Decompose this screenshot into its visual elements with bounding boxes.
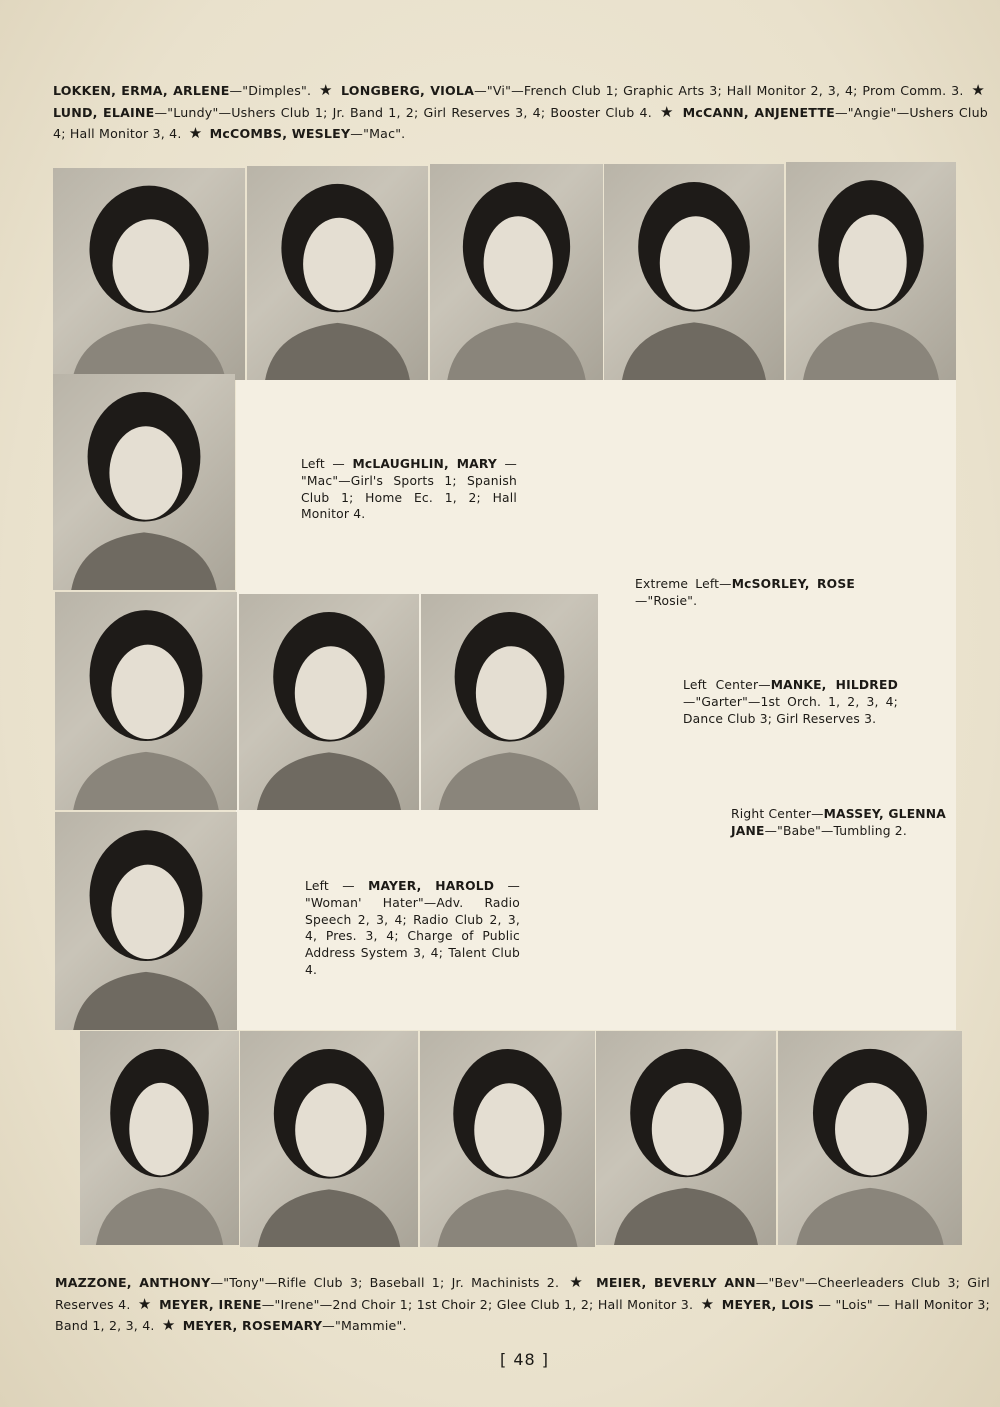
portrait-silhouette <box>430 164 603 380</box>
student-name: MAYER, HAROLD <box>368 879 495 893</box>
student-details: —"Tony"—Rifle Club 3; Baseball 1; Jr. Machinists 2. <box>210 1275 560 1290</box>
student-name: McLAUGHLIN, MARY <box>352 457 498 471</box>
portrait-face <box>295 646 367 740</box>
portrait-face <box>129 1083 193 1176</box>
star-icon: ★ <box>137 1294 152 1313</box>
portrait-face <box>111 645 184 739</box>
student-details: —"Irene"—2nd Choir 1; 1st Choir 2; Glee Club 1, 2; Hall Monitor 3. <box>261 1296 694 1312</box>
portrait-photo-mayer <box>55 812 237 1030</box>
star-icon: ★ <box>188 124 203 142</box>
portrait-face <box>474 1083 544 1177</box>
portrait-silhouette <box>240 1031 418 1247</box>
portrait-photo-mcsorley <box>55 592 237 810</box>
student-details: —"Rosie". <box>635 593 698 608</box>
portrait-photo-lokken <box>53 168 245 380</box>
portrait-photo-meyer-rosemary <box>778 1031 962 1245</box>
student-details: —"Garter"—1st Orch. 1, 2, 3, 4; Dance Club 3; Girl Reserves 3. <box>683 694 898 726</box>
portrait-photo-meyer-lois <box>596 1031 776 1245</box>
portrait-silhouette <box>778 1031 962 1245</box>
portrait-shoulders <box>438 1189 578 1247</box>
portrait-shoulders <box>73 972 219 1030</box>
portrait-photo-mazzone <box>80 1031 239 1245</box>
portrait-silhouette <box>55 812 237 1030</box>
portrait-silhouette <box>421 594 598 810</box>
star-icon: ★ <box>660 102 675 121</box>
student-details: —"Mac". <box>350 126 406 141</box>
portrait-face <box>839 215 907 309</box>
student-name: MASSEY, GLENNA JANE <box>731 807 946 838</box>
portrait-silhouette <box>786 162 956 380</box>
portrait-shoulders <box>265 323 410 380</box>
student-name: MEYER, IRENE <box>159 1296 262 1312</box>
student-name: LUND, ELAINE <box>53 104 155 120</box>
star-icon: ★ <box>318 81 334 99</box>
portrait-photo-mclaughlin <box>53 374 235 590</box>
portrait-silhouette <box>53 168 245 380</box>
portrait-face <box>484 216 553 310</box>
caption-massey <box>731 806 946 840</box>
student-details: —"Mammie". <box>322 1318 407 1333</box>
student-details: —"Lundy"—Ushers Club 1; Jr. Band 1, 2; Girl Reserves 3, 4; Booster Club 4. <box>154 104 652 120</box>
star-icon: ★ <box>161 1316 176 1334</box>
portrait-shoulders <box>72 323 226 380</box>
portrait-silhouette <box>604 164 784 380</box>
student-name: MAZZONE, ANTHONY <box>55 1275 211 1290</box>
student-details: —"Angie"—Ushers Club 4; Hall Monitor 3, 4. <box>53 104 988 141</box>
portrait-face <box>835 1083 909 1176</box>
portrait-face <box>113 219 190 311</box>
portrait-silhouette <box>420 1031 595 1247</box>
bottom-biography-paragraph <box>55 1272 990 1337</box>
student-details: — "Mac"—Girl's Sports 1; Spanish Club 1; Home Ec. 1, 2; Hall Monitor 4. <box>301 457 518 522</box>
portrait-photo-manke <box>239 594 419 810</box>
page-number: [ 48 ] <box>500 1350 550 1369</box>
student-name: MEIER, BEVERLY ANN <box>596 1275 756 1290</box>
portrait-photo-meyer-irene <box>420 1031 595 1247</box>
student-name: McCANN, ANJENETTE <box>682 104 835 120</box>
student-name: MEYER, ROSEMARY <box>182 1318 323 1333</box>
portrait-photo-longberg <box>247 166 428 380</box>
portrait-shoulders <box>96 1188 223 1245</box>
portrait-shoulders <box>439 752 581 810</box>
caption-manke <box>683 677 898 727</box>
portrait-photo-massey <box>421 594 598 810</box>
portrait-face <box>660 216 732 310</box>
student-name: McSORLEY, ROSE <box>731 577 855 591</box>
student-details: —"Dimples". <box>229 83 312 98</box>
portrait-face <box>476 646 547 740</box>
portrait-silhouette <box>55 592 237 810</box>
caption-mcsorley <box>635 576 855 610</box>
caption-mclaughlin <box>301 456 517 523</box>
caption-mayer <box>305 878 520 979</box>
student-name: LOKKEN, ERMA, ARLENE <box>53 83 230 98</box>
portrait-shoulders <box>447 322 585 380</box>
top-biography-paragraph <box>53 80 988 145</box>
portrait-face <box>652 1083 724 1176</box>
portrait-silhouette <box>247 166 428 380</box>
portrait-silhouette <box>239 594 419 810</box>
caption-position: Left Center— <box>683 678 771 692</box>
portrait-face <box>303 218 375 311</box>
portrait-face <box>109 426 182 520</box>
caption-position: Extreme Left— <box>635 577 732 591</box>
caption-position: Left — <box>301 457 353 471</box>
portrait-shoulders <box>803 322 939 380</box>
student-name: LONGBERG, VIOLA <box>341 83 475 98</box>
portrait-shoulders <box>622 322 766 380</box>
student-name: MEYER, LOIS <box>721 1296 815 1312</box>
portrait-shoulders <box>796 1188 943 1245</box>
student-details: —"Bev"—Cheerleaders Club 3; Girl Reserves 4. <box>55 1275 990 1312</box>
caption-position: Left — <box>305 879 369 893</box>
portrait-shoulders <box>614 1188 758 1245</box>
star-icon: ★ <box>569 1273 586 1291</box>
portrait-photo-lund <box>430 164 603 380</box>
student-name: McCOMBS, WESLEY <box>209 126 351 141</box>
star-icon: ★ <box>700 1294 715 1313</box>
portrait-shoulders <box>73 752 219 810</box>
star-icon: ★ <box>971 81 985 99</box>
portrait-face <box>295 1083 366 1177</box>
portrait-photo-mccombs <box>786 162 956 380</box>
portrait-photo-mccann <box>604 164 784 380</box>
portrait-silhouette <box>596 1031 776 1245</box>
portrait-silhouette <box>80 1031 239 1245</box>
portrait-silhouette <box>53 374 235 590</box>
student-details: —"Vi"—French Club 1; Graphic Arts 3; Hall Monitor 2, 3, 4; Prom Comm. 3. <box>474 83 964 98</box>
caption-position: Right Center— <box>731 807 824 821</box>
student-details: —"Babe"—Tumbling 2. <box>764 823 907 838</box>
portrait-shoulders <box>258 1189 400 1247</box>
student-details: — "Woman' Hater"—Adv. Radio Speech 2, 3, 4; Radio Club 2, 3, 4, Pres. 3, 4; Charge of Public Address System 3, 4; Talent Club 4. <box>305 879 521 977</box>
portrait-photo-meier <box>240 1031 418 1247</box>
portrait-shoulders <box>71 532 217 590</box>
portrait-shoulders <box>257 752 401 810</box>
student-details: — "Lois" — Hall Monitor 3; Band 1, 2, 3, 4. <box>55 1296 990 1333</box>
student-name: MANKE, HILDRED <box>770 678 898 692</box>
portrait-face <box>111 865 184 959</box>
